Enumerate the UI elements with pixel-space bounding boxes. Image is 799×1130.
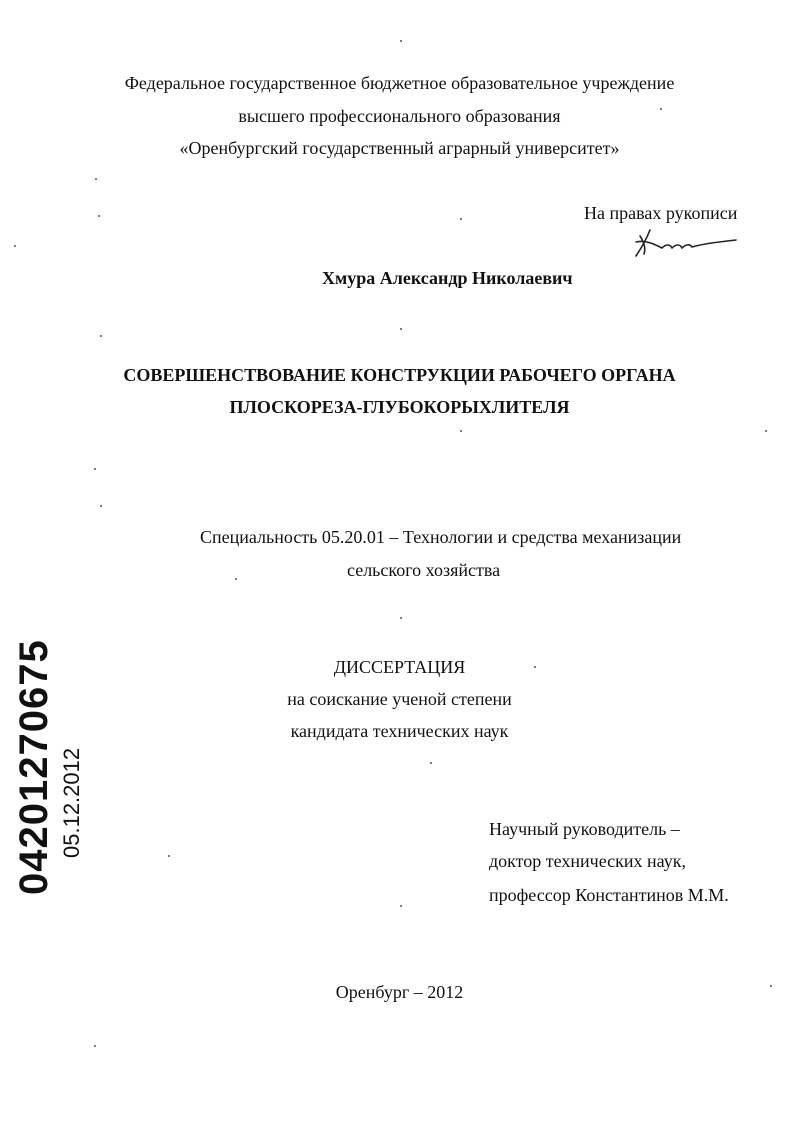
signature-icon (632, 222, 742, 262)
scan-speck (770, 985, 772, 987)
supervisor-line-2: доктор технических наук, (489, 851, 686, 871)
institution-line-2: высшего профессионального образования (238, 106, 561, 126)
scan-speck (14, 245, 16, 247)
degree-line-3: кандидата технических наук (290, 721, 509, 741)
scan-speck (400, 617, 402, 619)
dissertation-label: ДИССЕРТАЦИЯ (333, 657, 466, 677)
scan-speck (400, 40, 402, 42)
specialty-line-2: сельского хозяйства (347, 560, 501, 580)
scan-speck (765, 430, 767, 432)
scan-speck (235, 578, 237, 580)
institution-line-3: «Оренбургский государственный аграрный университет» (179, 138, 620, 158)
author-name: Хмура Александр Николаевич (322, 268, 573, 288)
scan-speck (660, 108, 662, 110)
stamp-number: 04201270675 (12, 639, 56, 895)
institution-line-1: Федеральное государственное бюджетное образовательное учреждение (124, 73, 675, 93)
scan-speck (400, 905, 402, 907)
specialty-line-1: Специальность 05.20.01 – Технологии и средства механизации (200, 527, 682, 547)
scan-speck (100, 335, 102, 337)
scan-speck (94, 1045, 96, 1047)
scan-speck (460, 218, 462, 220)
scan-speck (94, 468, 96, 470)
supervisor-line-1: Научный руководитель – (489, 819, 680, 839)
title-line-2: ПЛОСКОРЕЗА-ГЛУБОКОРЫХЛИТЕЛЯ (229, 397, 570, 417)
manuscript-note: На правах рукописи (584, 203, 738, 223)
scan-speck (430, 762, 432, 764)
scan-speck (100, 505, 102, 507)
scan-speck (460, 430, 462, 432)
supervisor-line-3: профессор Константинов М.М. (489, 885, 729, 905)
title-line-1: СОВЕРШЕНСТВОВАНИЕ КОНСТРУКЦИИ РАБОЧЕГО ОРГАНА (123, 365, 676, 385)
scan-speck (400, 328, 402, 330)
scan-speck (168, 855, 170, 857)
scan-speck (534, 666, 536, 668)
degree-line-2: на соискание ученой степени (287, 689, 512, 709)
scan-speck (98, 215, 100, 217)
place-year: Оренбург – 2012 (335, 982, 464, 1002)
stamp-date: 05.12.2012 (59, 747, 84, 858)
scan-speck (95, 178, 97, 180)
